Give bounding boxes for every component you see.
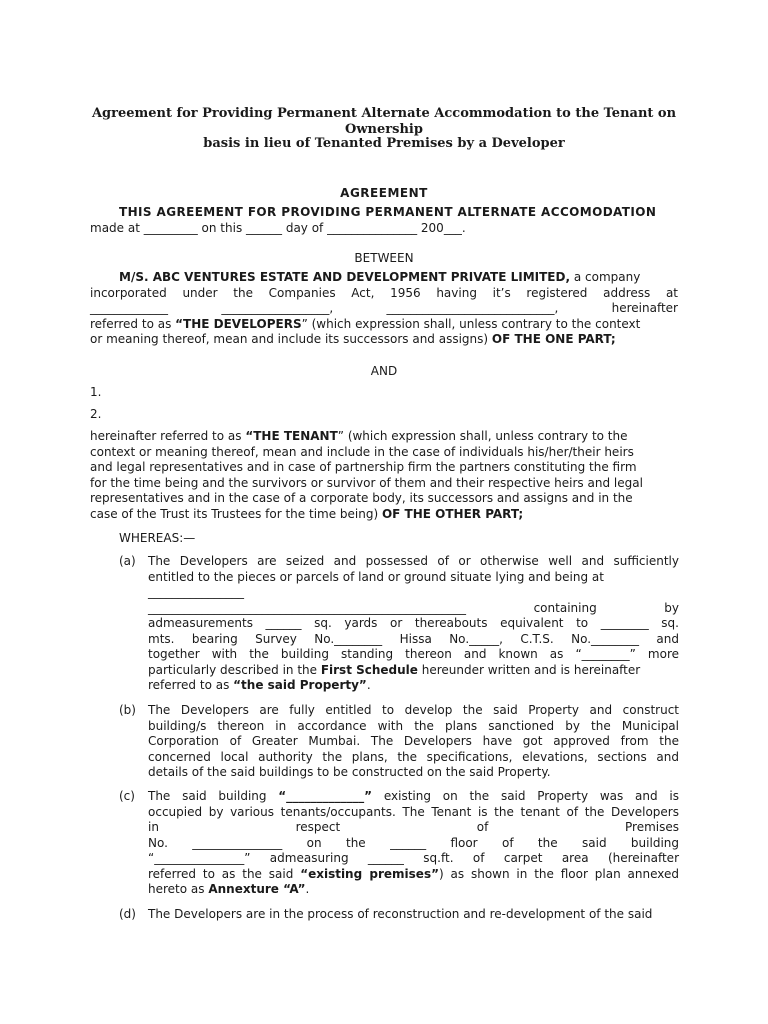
agreement-heading: AGREEMENT <box>340 186 428 200</box>
other-part-label: OF THE OTHER PART; <box>381 506 524 521</box>
tenant-line4: for the time being and the survivors or survivor of them and their respective heirs and legal <box>90 475 643 490</box>
said-building-blank: “_____________” <box>278 789 373 803</box>
clause-c-text <box>148 789 679 898</box>
clause-a-line4: _____________________________________________________ containing by <box>148 600 679 615</box>
tenant-line1 <box>90 429 678 445</box>
clause-d-marker: (d) <box>119 907 136 921</box>
clause-b-line3: Corporation of Greater Mumbai. The Developers have got approved from the <box>148 734 679 748</box>
clause-b-line2: building/s thereon in accordance with the plans sanctioned by the Municipal <box>148 718 679 733</box>
clause-c-line5: “_______________” admeasuring ______ sq.ft. of carpet area (hereinafter <box>148 851 679 865</box>
clause-c-line2: occupied by various tenants/occupants. The Tenant is the tenant of the Developers <box>148 804 679 819</box>
clause-a-marker: (a) <box>119 554 136 568</box>
clause-b-text <box>148 703 679 781</box>
clause-c-line6-c: ) as shown in the floor plan annexed <box>438 866 679 881</box>
clause-a-line9-a: referred to as <box>148 678 234 692</box>
developer-paragraph <box>90 270 678 348</box>
tenant-line2: context or meaning thereof, mean and include in the case of individuals his/her/their heirs <box>90 444 634 459</box>
clause-c-line7 <box>148 882 679 898</box>
clause-c-line7-a: hereto as <box>148 882 209 896</box>
clause-a-line7: together with the building standing thereon and known as “________” more <box>148 647 679 661</box>
party-2-number: 2. <box>90 407 102 421</box>
tenant-line6 <box>90 507 678 523</box>
party-1-number: 1. <box>90 385 102 399</box>
clause-b-marker: (b) <box>119 703 136 717</box>
one-part-label: OF THE ONE PART; <box>491 332 616 346</box>
document-title-line2: basis in lieu of Tenanted Premises by a Developer <box>203 136 565 151</box>
and-label: AND <box>370 364 398 378</box>
between-label: BETWEEN <box>354 251 414 265</box>
clause-a-line2: entitled to the pieces or parcels of land or ground situate lying and being at <box>148 569 604 584</box>
whereas-heading: WHEREAS:— <box>119 531 196 545</box>
clause-a-line8-c: hereunder written and is hereinafter <box>417 662 641 677</box>
clause-d-line1: The Developers are in the process of reconstruction and re-development of the said <box>148 907 653 921</box>
clause-c-line1-c: existing on the said Property was and is <box>372 789 679 803</box>
developer-line3: _____________ __________________, ____________________________, hereinafter <box>90 301 678 315</box>
clause-a-text <box>148 554 679 694</box>
developer-line5 <box>90 332 678 348</box>
clause-b-line4: concerned local authority the plans, the specifications, elevations, sections and <box>148 749 679 764</box>
developer-name: M/S. ABC VENTURES ESTATE AND DEVELOPMENT PRIVATE LIMITED, <box>119 270 571 284</box>
annexture-a-term: Annexture “A” <box>208 882 306 896</box>
document-title-line1: Agreement for Providing Permanent Alternate Accommodation to the Tenant on Ownership <box>91 106 677 137</box>
tenant-defined-term: “THE TENANT <box>245 429 338 443</box>
clause-c-marker: (c) <box>119 789 135 803</box>
tenant-line1-a: hereinafter referred to as <box>90 429 246 443</box>
developer-line5-a: or meaning thereof, mean and include its successors and assigns) <box>90 332 492 346</box>
clause-a-line9-c: . <box>366 678 371 692</box>
clause-a-line8 <box>148 663 679 679</box>
clause-a-line5: admeasurements ______ sq. yards or thereabouts equivalent to ________ sq. <box>148 616 679 630</box>
clause-c-line4: No. _______________ on the ______ floor of the said building <box>148 835 679 850</box>
developer-line1 <box>90 270 678 286</box>
clause-c-line3: in respect of Premises <box>148 820 679 834</box>
clause-d-text <box>148 907 679 923</box>
developer-defined-term: “THE DEVELOPERS <box>175 316 302 331</box>
clause-c-line6 <box>148 867 679 883</box>
clause-c-line1 <box>148 789 679 805</box>
clause-c-line6-a: referred to as the said <box>148 866 301 881</box>
first-schedule-term: First Schedule <box>320 662 418 677</box>
developer-line4-c: ” (which expression shall, unless contrary to the context <box>301 316 641 331</box>
opening-paragraph <box>90 205 678 236</box>
developer-line1-rest: a company <box>570 270 641 284</box>
clause-a-line9 <box>148 678 679 694</box>
developer-line4 <box>90 317 678 333</box>
existing-premises-term: “existing premises” <box>300 866 439 881</box>
clause-c-line1-a: The said building <box>148 789 279 803</box>
clause-b-line1: The Developers are fully entitled to develop the said Property and construct <box>148 703 679 717</box>
clause-a-line1: The Developers are seized and possessed of or otherwise well and sufficiently <box>148 554 679 568</box>
clause-b-line5: details of the said buildings to be constructed on the said Property. <box>148 765 551 779</box>
tenant-paragraph <box>90 429 678 522</box>
opening-line1: THIS AGREEMENT FOR PROVIDING PERMANENT ALTERNATE ACCOMODATION <box>119 205 657 219</box>
clause-a-line3: ________________ <box>148 585 244 599</box>
clause-c-line7-c: . <box>305 882 310 896</box>
tenant-line1-c: ” (which expression shall, unless contrary to the <box>337 429 628 443</box>
tenant-line6-a: case of the Trust its Trustees for the time being) <box>90 506 382 521</box>
tenant-line3: and legal representatives and in case of partnership firm the partners constituting the firm <box>90 460 637 474</box>
clause-a-line8-a: particularly described in the <box>148 662 321 677</box>
clause-a-line6: mts. bearing Survey No.________ Hissa No._____, C.T.S. No.________ and <box>148 631 679 646</box>
said-property-term: “the said Property” <box>233 678 367 692</box>
developer-line2: incorporated under the Companies Act, 1956 having it’s registered address at <box>90 285 678 300</box>
opening-line2: made at _________ on this ______ day of _______________ 200___. <box>90 220 466 235</box>
tenant-line5: representatives and in the case of a corporate body, its successors and assigns and in the <box>90 491 633 505</box>
developer-line4-a: referred to as <box>90 316 176 331</box>
